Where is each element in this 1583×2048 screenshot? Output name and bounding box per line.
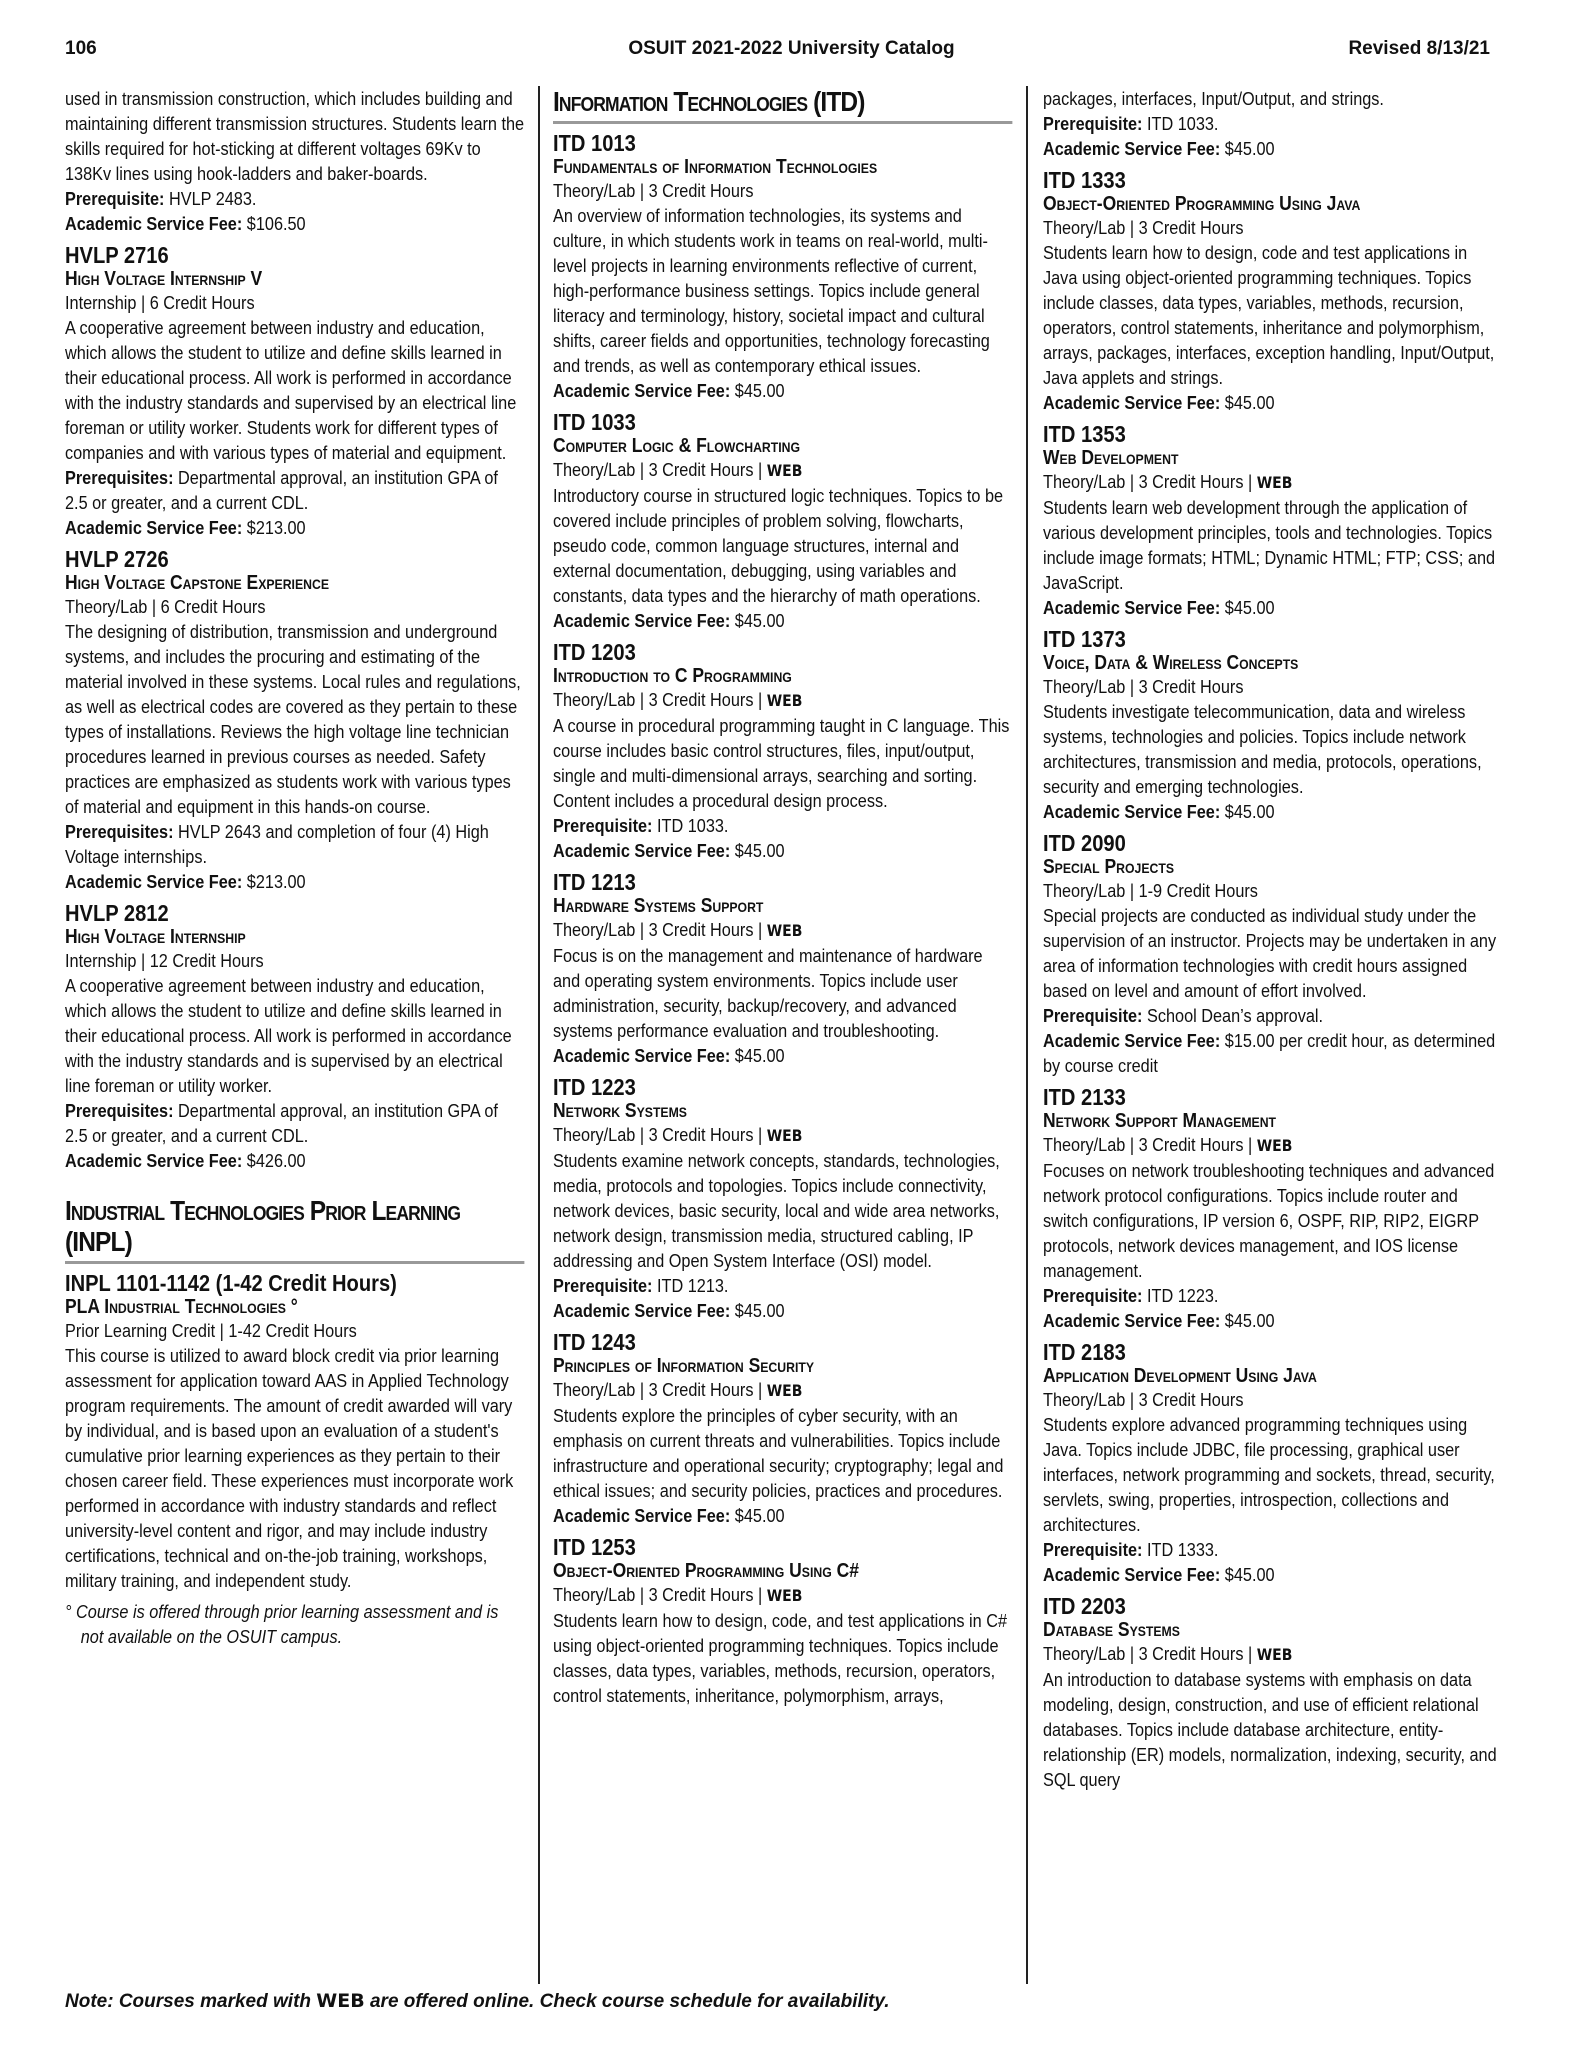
course-description: Students examine network concepts, standards, technologies, media, protocols and topologies. Topics include connectivity, network devices, basic security, local and wide area networks, network design, transmission media, structured cabling, IP addressing and Open System Interface (OSI) model. xyxy=(553,1150,1000,1271)
course-code: ITD 2133 xyxy=(1043,1084,1126,1110)
course-title: Object-Oriented Programming Using C# xyxy=(553,1560,859,1582)
course-entry xyxy=(65,242,524,540)
field-value: ITD 1033. xyxy=(656,815,729,836)
fee-line xyxy=(65,869,524,894)
fee-line xyxy=(1043,1562,1502,1587)
field-label: Prerequisite: xyxy=(1043,1539,1143,1560)
field-label: Academic Service Fee: xyxy=(65,871,243,892)
fee-line xyxy=(553,838,1012,863)
footer-note xyxy=(65,1990,890,2013)
field-label: Prerequisites: xyxy=(65,1100,174,1121)
course-meta xyxy=(65,594,524,619)
fee-line xyxy=(553,608,1012,633)
field-value: $45.00 xyxy=(1224,1310,1275,1331)
fee-line xyxy=(1043,1308,1502,1333)
paragraph: packages, interfaces, Input/Output, and strings. xyxy=(1043,88,1384,109)
prerequisite-line xyxy=(1043,1283,1502,1308)
field-value: ITD 1333. xyxy=(1146,1539,1219,1560)
course-entry xyxy=(1043,626,1502,824)
fee-line xyxy=(1043,1028,1502,1078)
fee-line xyxy=(1043,136,1502,161)
course-entry xyxy=(553,1534,1012,1708)
course-meta xyxy=(553,457,1012,483)
course-entry xyxy=(1043,830,1502,1078)
fee-line xyxy=(553,1043,1012,1068)
course-meta xyxy=(553,1377,1012,1403)
course-title: Principles of Information Security xyxy=(553,1355,815,1377)
prerequisite-line xyxy=(1043,1537,1502,1562)
fee-line xyxy=(1043,595,1502,620)
web-tag: WEB xyxy=(766,691,803,710)
field-label: Academic Service Fee: xyxy=(553,1045,731,1066)
web-tag: WEB xyxy=(316,1990,365,2012)
course-description: Students learn how to design, code and test applications in Java using object-oriented programming techniques. Topics include classes, data types, variables, methods, recursion, operators, control statements, inheritance and polymorphism, arrays, packages, interfaces, exception handling, Input/Output, Java applets and strings. xyxy=(1043,242,1495,388)
course-title: Application Development Using Java xyxy=(1043,1365,1317,1387)
fee-line xyxy=(553,378,1012,403)
course-description: Introductory course in structured logic techniques. Topics to be covered include principles of problem solving, flowcharts, pseudo code, common language structures, internal and external documentation, debugging, using variables and constants, data types and the hierarchy of math operations. xyxy=(553,485,1004,606)
course-description: The designing of distribution, transmission and underground systems, and includes the procuring and estimating of the material involved in these systems. Local rules and regulations, as well as electrical codes are covered as they pertain to these types of installations. Reviews the high voltage line technician procedures learned in previous courses as needed. Safety practices are emphasized as students work with various types of material and equipment in this hands-on course. xyxy=(65,621,521,817)
course-meta xyxy=(1043,1641,1502,1667)
course-description: A cooperative agreement between industry and education, which allows the student to utilize and define skills learned in their educational process. All work is performed in accordance with the industry standards and supervised by an electrical line foreman or utility worker. Students work for different types of companies and with various types of material and equipment. xyxy=(65,317,517,463)
course-entry xyxy=(1043,1339,1502,1587)
credit-hours: Theory/Lab | 3 Credit Hours xyxy=(553,180,754,201)
prerequisite-line xyxy=(65,819,524,869)
web-tag: WEB xyxy=(766,1126,803,1145)
field-value: $45.00 xyxy=(1224,1564,1275,1585)
course-description: This course is utilized to award block credit via prior learning assessment for application toward AAS in Applied Technology program requirements. The amount of credit awarded will vary by individual, and is based upon an evaluation of a student's cumulative prior learning experiences as they pertain to their chosen career field. These experiences must incorporate work performed in accordance with industry standards and reflect university-level content and rigor, and may include industry certifications, technical and on-the-job training, workshops, military training, and independent study. xyxy=(65,1345,514,1591)
course-title: Web Development xyxy=(1043,447,1179,469)
course-description: Students learn how to design, code, and test applications in C# using object-oriented programming techniques. Topics include classes, data types, variables, methods, recursion, operators, control statements, inheritance, polymorphism, arrays, xyxy=(553,1610,1008,1706)
field-label: Academic Service Fee: xyxy=(65,1150,243,1171)
field-value: $15.00 per credit hour, as determined by course credit xyxy=(1043,1030,1496,1076)
course-code: ITD 1353 xyxy=(1043,421,1126,447)
field-value: $45.00 xyxy=(734,1300,785,1321)
field-value: $45.00 xyxy=(734,840,785,861)
course-entry xyxy=(1043,421,1502,620)
course-code: ITD 1223 xyxy=(553,1074,636,1100)
fee-line xyxy=(65,515,524,540)
web-tag: WEB xyxy=(766,1381,803,1400)
field-value: $213.00 xyxy=(246,517,306,538)
field-label: Academic Service Fee: xyxy=(553,840,731,861)
credit-hours: Theory/Lab | 3 Credit Hours | xyxy=(553,1379,763,1400)
field-label: Academic Service Fee: xyxy=(1043,392,1221,413)
credit-hours: Theory/Lab | 3 Credit Hours | xyxy=(553,1584,763,1605)
course-code: ITD 1213 xyxy=(553,869,636,895)
field-label: Academic Service Fee: xyxy=(1043,1310,1221,1331)
fee-line xyxy=(65,1148,524,1173)
course-entry xyxy=(553,409,1012,633)
course-code: ITD 1333 xyxy=(1043,167,1126,193)
course-entry xyxy=(553,869,1012,1068)
field-value: $45.00 xyxy=(1224,801,1275,822)
course-description: A cooperative agreement between industry and education, which allows the student to utilize and define skills learned in their educational process. All work is performed in accordance with the industry standards and is supervised by an electrical line foreman or utility worker. xyxy=(65,975,512,1096)
course-description: A course in procedural programming taught in C language. This course includes basic control structures, files, input/output, single and multi-dimensional arrays, searching and sorting. Content includes a procedural design process. xyxy=(553,715,1010,811)
credit-hours: Theory/Lab | 3 Credit Hours | xyxy=(1043,471,1253,492)
course-meta xyxy=(65,948,524,973)
field-value: School Dean’s approval. xyxy=(1146,1005,1324,1026)
column-divider xyxy=(1026,86,1028,1984)
prerequisite-line xyxy=(65,186,524,211)
field-value: $213.00 xyxy=(246,871,306,892)
section-heading: Industrial Technologies Prior Learning (INPL) xyxy=(65,1195,524,1264)
course-title: Network Support Management xyxy=(1043,1110,1277,1132)
course-title: Computer Logic & Flowcharting xyxy=(553,435,801,457)
credit-hours: Theory/Lab | 3 Credit Hours | xyxy=(553,1124,763,1145)
course-entry xyxy=(553,130,1012,403)
note-text: Note: Courses marked with xyxy=(65,1991,317,2012)
course-description: An introduction to database systems with emphasis on data modeling, design, construction, and use of efficient relational databases. Topics include database architecture, entity-relationship (ER) models, normalization, indexing, security, and SQL query xyxy=(1043,1669,1497,1790)
fee-line xyxy=(1043,390,1502,415)
prerequisite-line xyxy=(65,1098,524,1148)
course-entry xyxy=(553,639,1012,863)
field-label: Academic Service Fee: xyxy=(1043,597,1221,618)
field-label: Prerequisites: xyxy=(65,821,174,842)
web-tag: WEB xyxy=(766,1586,803,1605)
course-description: Students explore advanced programming techniques using Java. Topics include JDBC, file processing, graphical user interfaces, network programming and sockets, thread, security, servlets, swing, properties, introspection, collections and architectures. xyxy=(1043,1414,1495,1535)
field-value: $106.50 xyxy=(246,213,306,234)
field-value: $45.00 xyxy=(1224,138,1275,159)
section-heading: Information Technologies (ITD) xyxy=(553,86,1012,124)
course-title: Database Systems xyxy=(1043,1619,1180,1641)
fee-line xyxy=(553,1298,1012,1323)
course-title: Network Systems xyxy=(553,1100,687,1122)
revised-date: Revised 8/13/21 xyxy=(1348,38,1490,59)
course-description: An overview of information technologies, its systems and culture, in which students work in teams on real-world, multi-level projects in learning environments reflective of current, high-performance business settings. Topics include general literacy and terminology, history, societal impact and cultural shifts, career fields and opportunities, technology forecasting and trends, as well as contemporary ethical issues. xyxy=(553,205,990,376)
field-value: Departmental approval, an institution GPA of 2.5 or greater, and a current CDL. xyxy=(65,1100,498,1146)
course-entry xyxy=(1043,167,1502,415)
course-meta xyxy=(1043,469,1502,495)
course-code: ITD 2183 xyxy=(1043,1339,1126,1365)
course-meta xyxy=(553,687,1012,713)
course-code: INPL 1101-1142 (1-42 Credit Hours) xyxy=(65,1270,397,1296)
course-code: HVLP 2812 xyxy=(65,900,169,926)
course-meta xyxy=(1043,215,1502,240)
field-label: Academic Service Fee: xyxy=(1043,1564,1221,1585)
course-code: HVLP 2726 xyxy=(65,546,169,572)
prerequisite-line xyxy=(1043,111,1502,136)
field-label: Academic Service Fee: xyxy=(553,1505,731,1526)
field-label: Academic Service Fee: xyxy=(65,213,243,234)
field-value: $45.00 xyxy=(734,610,785,631)
course-code: ITD 1033 xyxy=(553,409,636,435)
web-tag: WEB xyxy=(1256,1136,1293,1155)
course-meta xyxy=(553,1122,1012,1148)
prerequisite-line xyxy=(65,465,524,515)
course-entry xyxy=(65,1270,524,1593)
field-value: $45.00 xyxy=(1224,597,1275,618)
column-right xyxy=(1043,86,1502,1792)
course-entry xyxy=(65,900,524,1173)
web-tag: WEB xyxy=(766,921,803,940)
course-title: High Voltage Internship V xyxy=(65,268,263,290)
field-value: $45.00 xyxy=(734,380,785,401)
course-entry xyxy=(65,546,524,894)
web-tag: WEB xyxy=(1256,1645,1293,1664)
web-tag: WEB xyxy=(766,461,803,480)
course-title: High Voltage Internship xyxy=(65,926,246,948)
prerequisite-line xyxy=(553,1273,1012,1298)
field-value: HVLP 2643 and completion of four (4) High Voltage internships. xyxy=(65,821,489,867)
field-value: ITD 1223. xyxy=(1146,1285,1219,1306)
credit-hours: Theory/Lab | 3 Credit Hours xyxy=(1043,217,1244,238)
credit-hours: Internship | 12 Credit Hours xyxy=(65,950,264,971)
course-title: Fundamentals of Information Technologies xyxy=(553,156,878,178)
course-description: Focus is on the management and maintenance of hardware and operating system environments. Topics include user administration, security, backup/recovery, and advanced systems performance evaluation and troubleshooting. xyxy=(553,945,983,1041)
field-value: $45.00 xyxy=(734,1505,785,1526)
course-title: Voice, Data & Wireless Concepts xyxy=(1043,652,1299,674)
credit-hours: Theory/Lab | 3 Credit Hours | xyxy=(553,689,763,710)
paragraph: used in transmission construction, which includes building and maintaining different transmission structures. Students learn the skills required for hot-sticking at different voltages 69Kv to 138Kv lines using hook-ladders and baker-boards. xyxy=(65,88,525,184)
credit-hours: Prior Learning Credit | 1-42 Credit Hours xyxy=(65,1320,357,1341)
course-title: Hardware Systems Support xyxy=(553,895,764,917)
course-code: ITD 2090 xyxy=(1043,830,1126,856)
course-code: ITD 2203 xyxy=(1043,1593,1126,1619)
field-value: $45.00 xyxy=(1224,392,1275,413)
field-label: Academic Service Fee: xyxy=(553,610,731,631)
field-label: Academic Service Fee: xyxy=(65,517,243,538)
course-code: ITD 1373 xyxy=(1043,626,1126,652)
credit-hours: Theory/Lab | 3 Credit Hours | xyxy=(553,919,763,940)
prerequisite-line xyxy=(553,813,1012,838)
note-text: are offered online. Check course schedule for availability. xyxy=(364,1991,890,2012)
credit-hours: Theory/Lab | 3 Credit Hours | xyxy=(1043,1643,1253,1664)
course-entry xyxy=(553,1074,1012,1323)
credit-hours: Theory/Lab | 1-9 Credit Hours xyxy=(1043,880,1258,901)
column-middle xyxy=(553,86,1012,1708)
field-value: Departmental approval, an institution GPA of 2.5 or greater, and a current CDL. xyxy=(65,467,498,513)
field-label: Academic Service Fee: xyxy=(1043,1030,1221,1051)
course-description: Students investigate telecommunication, data and wireless systems, technologies and policies. Topics include network architectures, transmission and media, protocols, operations, security and emerging technologies. xyxy=(1043,701,1482,797)
course-entry xyxy=(1043,1084,1502,1333)
course-meta xyxy=(1043,878,1502,903)
credit-hours: Theory/Lab | 3 Credit Hours | xyxy=(1043,1134,1253,1155)
credit-hours: Theory/Lab | 3 Credit Hours xyxy=(1043,676,1244,697)
column-divider xyxy=(538,86,540,1984)
course-title: Introduction to C Programming xyxy=(553,665,792,687)
course-code: HVLP 2716 xyxy=(65,242,169,268)
course-title: Object-Oriented Programming Using Java xyxy=(1043,193,1361,215)
course-code: ITD 1203 xyxy=(553,639,636,665)
credit-hours: Theory/Lab | 3 Credit Hours | xyxy=(553,459,763,480)
fee-line xyxy=(553,1503,1012,1528)
course-description: Students explore the principles of cyber security, with an emphasis on current threats and vulnerabilities. Topics include infrastructure and operational security; cryptography; legal and ethical issues; and security policies, practices and procedures. xyxy=(553,1405,1004,1501)
catalog-title: OSUIT 2021-2022 University Catalog xyxy=(628,38,955,59)
course-entry xyxy=(1043,1593,1502,1792)
field-value: $45.00 xyxy=(734,1045,785,1066)
course-meta xyxy=(553,1582,1012,1608)
course-description: Students learn web development through the application of various development principles, tools and technologies. Topics include image formats; HTML; Dynamic HTML; FTP; CSS; and JavaScript. xyxy=(1043,497,1496,593)
field-label: Prerequisite: xyxy=(65,188,165,209)
course-meta xyxy=(553,917,1012,943)
credit-hours: Theory/Lab | 6 Credit Hours xyxy=(65,596,266,617)
credit-hours: Internship | 6 Credit Hours xyxy=(65,292,255,313)
course-meta xyxy=(65,1318,524,1343)
course-meta xyxy=(65,290,524,315)
page-number: 106 xyxy=(65,38,97,59)
course-description: Focuses on network troubleshooting techniques and advanced network protocol configurations. Topics include router and switch configurations, IP version 6, OSPF, RIP, RIP2, EIGRP protocols, network devices management, and IOS license management. xyxy=(1043,1160,1495,1281)
course-code: ITD 1013 xyxy=(553,130,636,156)
course-title: High Voltage Capstone Experience xyxy=(65,572,330,594)
footnote: ° Course is offered through prior learning assessment and is not available on the OSUIT campus. xyxy=(65,1601,499,1647)
field-label: Academic Service Fee: xyxy=(553,1300,731,1321)
course-meta xyxy=(1043,1132,1502,1158)
course-code: ITD 1243 xyxy=(553,1329,636,1355)
field-label: Prerequisite: xyxy=(1043,1005,1143,1026)
field-label: Prerequisites: xyxy=(65,467,174,488)
field-label: Academic Service Fee: xyxy=(1043,138,1221,159)
field-label: Prerequisite: xyxy=(1043,113,1143,134)
field-label: Prerequisite: xyxy=(1043,1285,1143,1306)
course-meta xyxy=(1043,674,1502,699)
field-label: Academic Service Fee: xyxy=(1043,801,1221,822)
column-left xyxy=(65,86,524,1649)
fee-line xyxy=(1043,799,1502,824)
credit-hours: Theory/Lab | 3 Credit Hours xyxy=(1043,1389,1244,1410)
course-entry xyxy=(553,1329,1012,1528)
course-title: PLA Industrial Technologies ° xyxy=(65,1296,298,1318)
web-tag: WEB xyxy=(1256,473,1293,492)
course-title: Special Projects xyxy=(1043,856,1174,878)
field-label: Prerequisite: xyxy=(553,815,653,836)
course-meta xyxy=(1043,1387,1502,1412)
field-value: ITD 1213. xyxy=(656,1275,729,1296)
field-value: ITD 1033. xyxy=(1146,113,1219,134)
course-description: Special projects are conducted as individual study under the supervision of an instructor. Projects may be undertaken in any area of information technologies with credit hours assigned based on level and amount of effort involved. xyxy=(1043,905,1497,1001)
fee-line xyxy=(65,211,524,236)
field-value: HVLP 2483. xyxy=(168,188,257,209)
course-code: ITD 1253 xyxy=(553,1534,636,1560)
course-meta xyxy=(553,178,1012,203)
field-label: Prerequisite: xyxy=(553,1275,653,1296)
field-value: $426.00 xyxy=(246,1150,306,1171)
prerequisite-line xyxy=(1043,1003,1502,1028)
field-label: Academic Service Fee: xyxy=(553,380,731,401)
